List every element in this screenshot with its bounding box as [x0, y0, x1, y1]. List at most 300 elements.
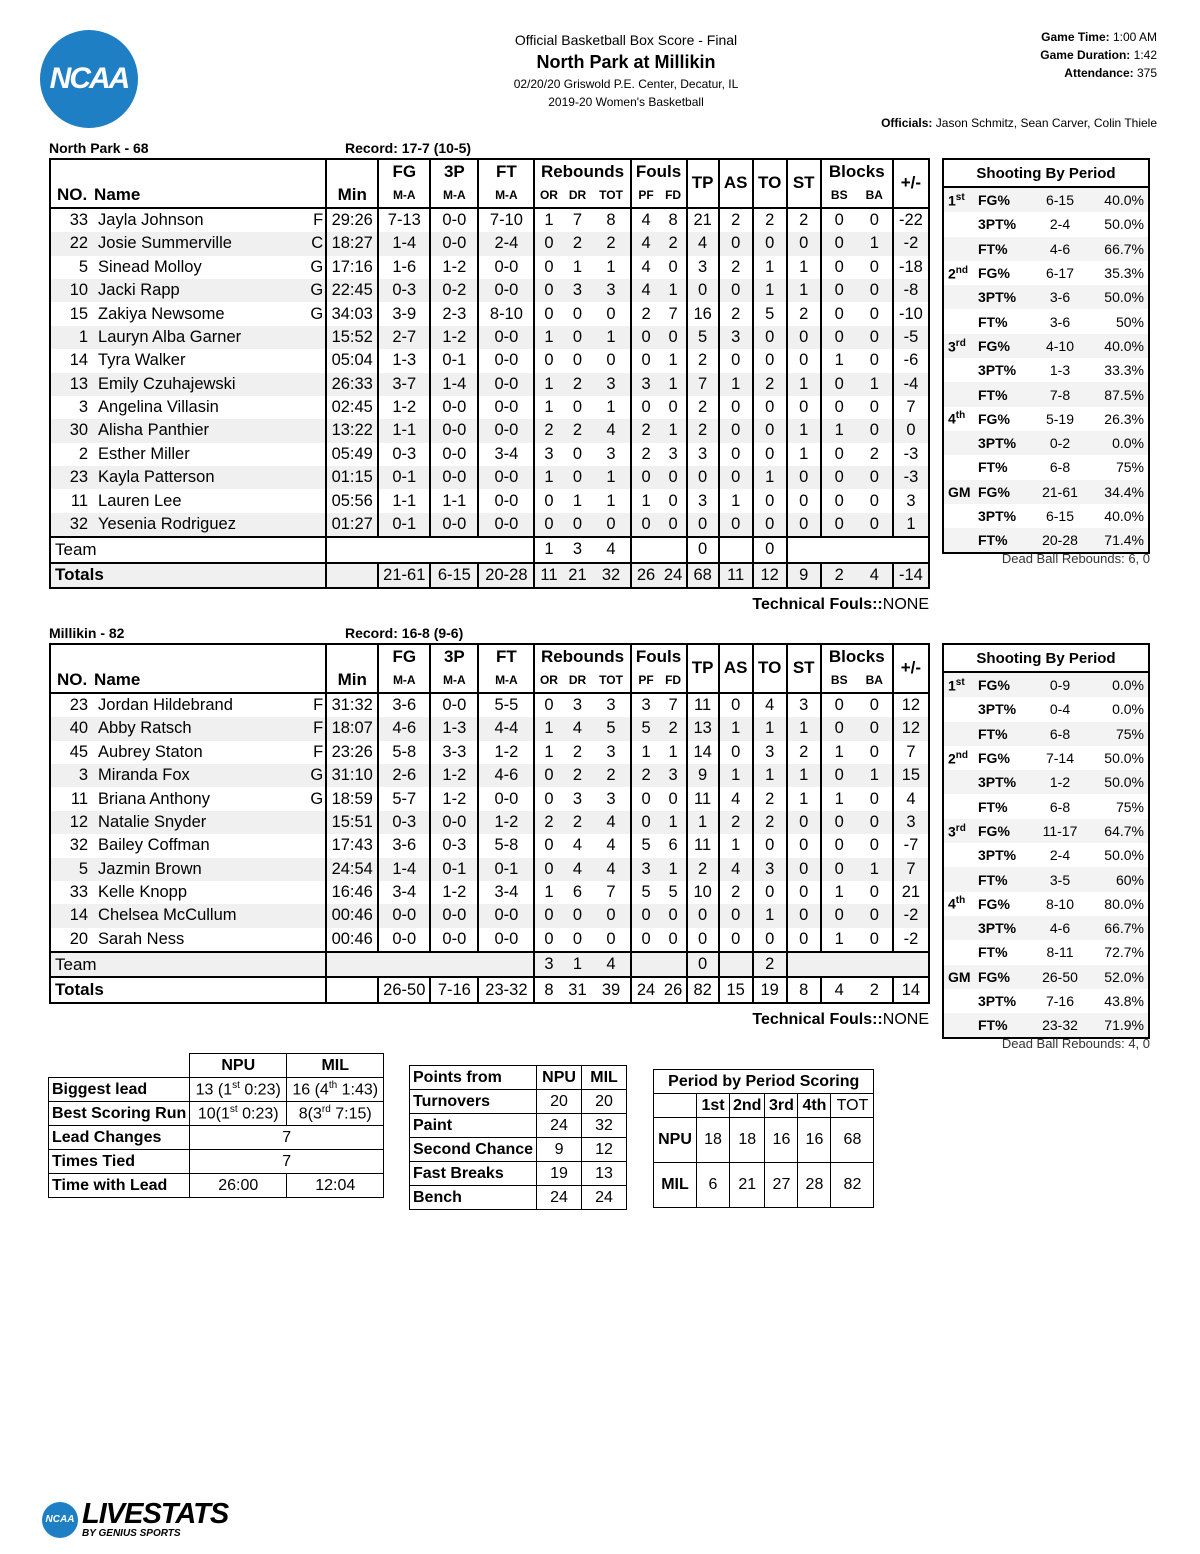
stat-cell: 2 [534, 419, 562, 442]
col-as: AS [719, 159, 753, 208]
blank-cell [478, 537, 534, 562]
stat-cell: 1-6 [378, 256, 430, 279]
player-row [50, 396, 929, 419]
stat-cell: 3 [631, 693, 661, 717]
shooting-by-period [942, 158, 1150, 554]
stat-cell: 0 [661, 513, 687, 537]
biggest-lead-npu: 13 (1st 0:23) [190, 1078, 287, 1102]
period-label [943, 261, 978, 285]
shooting-stat-label: 3PT% [978, 701, 1017, 718]
stat-cell: 0 [753, 881, 787, 904]
shooting-percentage: 71.9% [1086, 1013, 1149, 1038]
stat-cell: 3-4 [478, 881, 534, 904]
shooting-title: Shooting By Period [943, 644, 1149, 672]
stat-cell: 0 [631, 513, 661, 537]
stat-cell: 1 [534, 373, 562, 396]
stat-cell: 1 [719, 834, 753, 857]
stat-cell: 0 [687, 952, 719, 977]
shooting-row [943, 504, 1149, 528]
period-header: 1st [697, 1094, 730, 1118]
stat-cell: 5 [593, 717, 631, 740]
times-tied-value: 7 [190, 1150, 384, 1174]
shooting-stat-label: FT% [978, 867, 1034, 891]
stat-cell: 0 [821, 858, 857, 881]
shooting-row [943, 237, 1149, 261]
stat-cell: 4 [719, 858, 753, 881]
stat-cell: 4 [593, 811, 631, 834]
stat-cell: 0-1 [478, 858, 534, 881]
shooting-percentage: 71.4% [1086, 528, 1149, 553]
shooting-made-attempted: 6-15 [1045, 508, 1075, 524]
stat-cell: 0 [821, 326, 857, 349]
shooting-percentage: 66.7% [1086, 916, 1149, 940]
period-number: GM [948, 483, 971, 500]
shooting-row [943, 480, 1149, 504]
player-row [50, 693, 929, 717]
stat-cell: 21 [893, 881, 929, 904]
stat-cell: 1-2 [378, 396, 430, 419]
col-tp: TP [687, 159, 719, 208]
stat-cell: 0-0 [478, 787, 534, 810]
col-ft-ma: M-A [478, 668, 534, 692]
stat-cell: 0-0 [430, 419, 478, 442]
period-label [943, 309, 978, 333]
stat-cell: 1-2 [430, 256, 478, 279]
period-number: 4 [948, 896, 956, 913]
shooting-made-attempted: 1-2 [1034, 770, 1086, 794]
total-ba: 4 [857, 563, 893, 588]
stat-cell: 1-2 [430, 787, 478, 810]
stat-cell: 0-3 [378, 811, 430, 834]
stat-cell: -18 [893, 256, 929, 279]
blank-cell [326, 952, 378, 977]
stat-cell: -4 [893, 373, 929, 396]
shooting-row [943, 431, 1149, 455]
player-row [50, 326, 929, 349]
col-pf: PF [631, 183, 661, 207]
stat-cell: 0 [821, 279, 857, 302]
shooting-made-attempted: 0-2 [1034, 431, 1086, 455]
shooting-row [943, 528, 1149, 553]
stat-cell: 1 [719, 764, 753, 787]
points-mil: 32 [582, 1114, 627, 1138]
team-record: Record: 16-8 (9-6) [345, 625, 464, 641]
stat-cell: 0 [534, 904, 562, 927]
shooting-stat-label: FT% [978, 459, 1008, 476]
player-number: 5 [78, 257, 89, 276]
stat-cell: 3 [661, 764, 687, 787]
shooting-made-attempted: 4-6 [1034, 916, 1086, 940]
col-3p-ma: M-A [430, 183, 478, 207]
shooting-row [943, 770, 1149, 794]
stat-cell: 0 [668, 929, 678, 948]
period-suffix: rd [955, 822, 966, 834]
stat-cell: 5-8 [478, 834, 534, 857]
stat-cell: 0 [534, 513, 562, 537]
period-label [943, 358, 978, 382]
stat-cell: 0 [687, 513, 719, 537]
stat-cell: 0-0 [430, 904, 478, 927]
blank-cell [821, 537, 857, 562]
shooting-stat-label: FT% [978, 313, 1008, 330]
stat-cell: 15:51 [326, 811, 378, 834]
stat-cell: 0 [869, 789, 879, 808]
col-no: NO. [50, 668, 94, 692]
stat-cell: 2 [719, 811, 753, 834]
period-label [943, 504, 978, 528]
stat-cell: 0 [572, 444, 583, 463]
stat-cell: 0 [821, 834, 857, 857]
stat-cell: 0 [719, 466, 753, 489]
stat-cell: 0 [534, 232, 562, 255]
stat-cell: 2 [753, 787, 787, 810]
stat-cell: 1 [661, 279, 687, 302]
player-name: Aubrey Staton [98, 742, 203, 761]
stat-cell: 1 [719, 717, 753, 740]
stat-cell: 2 [687, 858, 719, 881]
player-row [50, 717, 929, 740]
shooting-stat-label: 3PT% [978, 770, 1034, 794]
blank-cell [378, 952, 430, 977]
stat-cell: 0-0 [378, 928, 430, 952]
shooting-percentage: 50.0% [1086, 770, 1149, 794]
stat-cell: 1 [753, 717, 787, 740]
total-tot: 39 [593, 977, 631, 1002]
stat-cell: 0 [572, 929, 583, 948]
total-bs: 4 [821, 977, 857, 1002]
stat-cell: 4 [719, 787, 753, 810]
stat-cell: 0-0 [430, 443, 478, 466]
stat-cell: 2 [562, 232, 592, 255]
time-with-lead-label: Time with Lead [49, 1174, 190, 1198]
points-category: Turnovers [410, 1090, 537, 1114]
stat-cell: 0 [821, 717, 857, 740]
stat-cell: 0 [534, 858, 562, 881]
stat-cell: 5-7 [378, 787, 430, 810]
stat-cell: 1 [572, 257, 583, 276]
stat-cell: 0-0 [478, 419, 534, 442]
shooting-made-attempted: 20-28 [1034, 528, 1086, 553]
stat-cell: 4 [572, 836, 583, 855]
stat-cell: 0 [787, 232, 821, 255]
total-pm: 14 [893, 977, 929, 1002]
shooting-row [943, 285, 1149, 309]
stat-cell: 0 [719, 928, 753, 952]
shooting-row [943, 819, 1149, 843]
period-suffix: rd [955, 337, 966, 349]
player-number: 45 [69, 742, 89, 761]
stat-cell: 14 [687, 741, 719, 764]
player-number: 30 [50, 419, 94, 442]
stat-cell: 4 [631, 208, 661, 232]
stat-cell: 0 [821, 693, 857, 717]
shooting-stat-label: 3PT% [978, 285, 1034, 309]
stat-cell: 2 [593, 232, 631, 255]
col-ba: BA [857, 668, 893, 692]
player-row [50, 349, 929, 372]
stat-cell: 0-1 [378, 466, 430, 489]
shooting-stat-label: FG% [978, 334, 1034, 358]
col-fd: FD [661, 183, 687, 207]
player-row [50, 302, 929, 325]
points-category: Bench [410, 1186, 537, 1210]
stat-cell: 0 [719, 741, 753, 764]
stat-cell: -2 [893, 232, 929, 255]
stat-cell: 0 [572, 398, 583, 417]
col-npu: NPU [537, 1066, 582, 1090]
shooting-percentage: 60% [1086, 867, 1149, 891]
blank-cell [378, 537, 430, 562]
team-abbr: NPU [654, 1118, 697, 1163]
stat-cell: 3 [562, 537, 592, 562]
period-number: 1 [948, 677, 956, 694]
stat-cell: 2 [753, 952, 787, 977]
shooting-row [943, 212, 1149, 236]
col-no: NO. [50, 183, 94, 207]
period-score: 82 [831, 1163, 874, 1208]
stat-cell: 1 [857, 858, 893, 881]
stat-cell: 0 [857, 513, 893, 537]
shooting-stat-label: FG% [978, 265, 1010, 282]
col-rebounds: Rebounds [534, 644, 630, 668]
stat-cell: 2 [787, 741, 821, 764]
stat-cell: 0 [869, 742, 879, 761]
shooting-row [943, 672, 1149, 697]
blank-cell [857, 952, 893, 977]
shooting-percentage: 64.7% [1086, 819, 1149, 843]
player-number: 33 [69, 883, 89, 902]
total-pf: 26 [631, 563, 661, 588]
player-name: Lauryn Alba Garner [94, 326, 310, 349]
shooting-made-attempted: 7-14 [1045, 750, 1075, 767]
period-score: 18 [730, 1118, 765, 1163]
stat-cell: 1 [893, 513, 929, 537]
shooting-percentage: 26.3% [1104, 410, 1144, 427]
player-row [50, 373, 929, 396]
period-label [943, 794, 978, 818]
col-mil: MIL [287, 1054, 384, 1078]
blank-cell [478, 952, 534, 977]
shooting-made-attempted: 11-17 [1034, 819, 1086, 843]
stat-cell: 0 [606, 304, 616, 323]
game-attendance: Attendance: 375 [1064, 66, 1157, 80]
shooting-row [943, 989, 1149, 1013]
player-name: Emily Czuhajewski [94, 373, 310, 396]
stat-cell: 21 [687, 208, 719, 232]
stat-cell: 7 [687, 373, 719, 396]
stat-cell: 7 [668, 695, 678, 714]
total-tot: 32 [593, 563, 631, 588]
blank-cell [787, 952, 821, 977]
total-bs: 2 [821, 563, 857, 588]
stat-cell: 4 [593, 537, 631, 562]
stat-cell: 0 [821, 443, 857, 466]
stat-cell: 15:52 [326, 326, 378, 349]
stat-cell: 0-0 [478, 928, 534, 952]
stat-cell: -22 [893, 208, 929, 232]
stat-cell: 0 [631, 904, 661, 927]
total-or: 8 [534, 977, 562, 1002]
stat-cell: 0 [687, 537, 719, 562]
shooting-row [943, 867, 1149, 891]
shooting-percentage: 50.0% [1104, 216, 1144, 233]
player-name: Sinead Molloy [98, 257, 202, 276]
stat-cell: 1-4 [378, 232, 430, 255]
stat-cell: 0-0 [478, 349, 534, 372]
stat-cell: 0 [753, 349, 787, 372]
game-time: Game Time: 1:00 AM [1041, 30, 1157, 44]
period-label [943, 940, 978, 964]
shooting-row [943, 794, 1149, 818]
stat-cell: 0 [534, 279, 562, 302]
stat-cell: 0 [687, 279, 719, 302]
stat-cell: 0-1 [430, 349, 478, 372]
col-3p-ma: M-A [430, 668, 478, 692]
col-or: OR [534, 668, 562, 692]
shooting-made-attempted: 8-11 [1046, 944, 1074, 961]
stat-cell: 2 [687, 349, 719, 372]
shooting-made-attempted: 3-6 [1034, 285, 1086, 309]
period-score: 16 [798, 1118, 831, 1163]
stat-cell: 1-1 [430, 489, 478, 512]
stat-cell: 1 [821, 787, 857, 810]
stat-cell: 1 [593, 466, 631, 489]
stat-cell: 1 [857, 373, 893, 396]
team-label: Team [50, 952, 326, 977]
stat-cell: 0 [893, 419, 929, 442]
stat-cell: 2 [787, 302, 821, 325]
stat-cell: 3-9 [378, 302, 430, 325]
game-season: 2019-20 Women's Basketball [548, 95, 704, 109]
stat-cell [310, 466, 326, 489]
period-score: 68 [831, 1118, 874, 1163]
stat-cell: 0 [631, 466, 661, 489]
stat-cell [310, 904, 326, 927]
stat-cell: 2 [562, 811, 592, 834]
stat-cell: 0 [562, 513, 592, 537]
stat-cell [310, 881, 326, 904]
player-name: Sarah Ness [98, 929, 185, 948]
stat-cell: 16 [687, 302, 719, 325]
livestats-logo [42, 1500, 228, 1539]
stat-cell: 0-3 [378, 443, 430, 466]
shooting-stat-label: 3PT% [978, 431, 1034, 455]
col-tp: TP [687, 644, 719, 693]
stat-cell: 17:16 [326, 256, 378, 279]
stat-cell: 1-3 [430, 717, 478, 740]
period-label [943, 1013, 978, 1038]
technical-fouls: Technical Fouls::NONE [752, 596, 929, 613]
ncaa-badge-icon: NCAA [42, 1502, 78, 1538]
stat-cell: 4 [606, 836, 616, 855]
stat-cell: 7 [606, 883, 616, 902]
stat-cell: 0 [787, 349, 821, 372]
shooting-made-attempted: 4-6 [1034, 237, 1086, 261]
period-suffix: th [955, 410, 966, 422]
shooting-percentage: 52.0% [1086, 965, 1149, 989]
points-mil: 20 [582, 1090, 627, 1114]
stat-cell: 3 [893, 489, 929, 512]
stat-cell: 3 [687, 443, 719, 466]
col-name: Name [94, 668, 310, 692]
stat-cell: 0 [787, 466, 821, 489]
shooting-stat-label: FG% [978, 819, 1034, 843]
stat-cell [310, 834, 326, 857]
player-name: Lauren Lee [98, 491, 182, 510]
player-number: 32 [50, 513, 94, 537]
stat-cell: 0 [631, 811, 661, 834]
stat-cell: 0 [593, 904, 631, 927]
header-blank [326, 159, 378, 183]
brand-tagline: BY GENIUS SPORTS [82, 1528, 181, 1539]
stat-cell: F [313, 695, 324, 714]
stat-cell: 23:26 [326, 741, 378, 764]
stat-cell: 0 [787, 811, 821, 834]
stat-cell: 4 [593, 858, 631, 881]
shooting-row [943, 746, 1149, 770]
blank-cell [654, 1094, 697, 1118]
shooting-percentage: 50.0% [1104, 750, 1144, 767]
player-row [50, 208, 929, 232]
stat-cell: 1-1 [378, 419, 430, 442]
stat-cell [310, 349, 326, 372]
shooting-percentage: 50.0% [1104, 847, 1144, 864]
period-suffix: nd [955, 264, 969, 276]
technical-fouls: Technical Fouls::NONE [752, 1011, 929, 1028]
stat-cell: 3-6 [378, 834, 430, 857]
stat-cell: 3 [606, 444, 616, 463]
stat-cell: 0-0 [430, 396, 478, 419]
stat-cell: 0 [562, 466, 592, 489]
stat-cell: 3 [893, 811, 929, 834]
stat-cell: 24:54 [326, 858, 378, 881]
shooting-stat-label: FT% [978, 722, 1034, 746]
stat-cell: 2 [787, 208, 821, 232]
stat-cell: 5 [631, 717, 661, 740]
stat-cell: 1 [821, 928, 857, 952]
shooting-percentage: 50.0% [1086, 285, 1149, 309]
stat-cell: 0-3 [430, 834, 478, 857]
shooting-made-attempted: 1-3 [1049, 362, 1071, 379]
period-header-row [654, 1094, 874, 1118]
stat-cell: 1 [534, 396, 562, 419]
stat-cell: 1 [534, 208, 562, 232]
period-score: 6 [697, 1163, 730, 1208]
shooting-stat-label: FT% [978, 528, 1034, 553]
stat-cell: 3-6 [378, 693, 430, 717]
team-name: Millikin - 82 [49, 625, 125, 641]
period-header: 2nd [730, 1094, 765, 1118]
total-tp: 68 [687, 563, 719, 588]
stat-cell: 1 [668, 351, 678, 370]
stat-cell: 0 [753, 232, 787, 255]
stat-cell: 3 [668, 444, 678, 463]
stat-cell: 0 [562, 326, 592, 349]
stat-cell: 1-4 [378, 858, 430, 881]
stat-cell: 0 [787, 858, 821, 881]
stat-cell: 0 [668, 398, 678, 417]
stat-cell: 1 [631, 489, 661, 512]
stat-cell: 1 [821, 741, 857, 764]
col-fd: FD [661, 668, 687, 692]
col-pf: PF [631, 668, 661, 692]
stat-cell: 2 [562, 373, 592, 396]
stat-cell: 2 [661, 232, 687, 255]
shooting-row [943, 407, 1149, 431]
total-ft: 20-28 [478, 563, 534, 588]
total-as: 11 [719, 563, 753, 588]
blank-cell [893, 537, 929, 562]
